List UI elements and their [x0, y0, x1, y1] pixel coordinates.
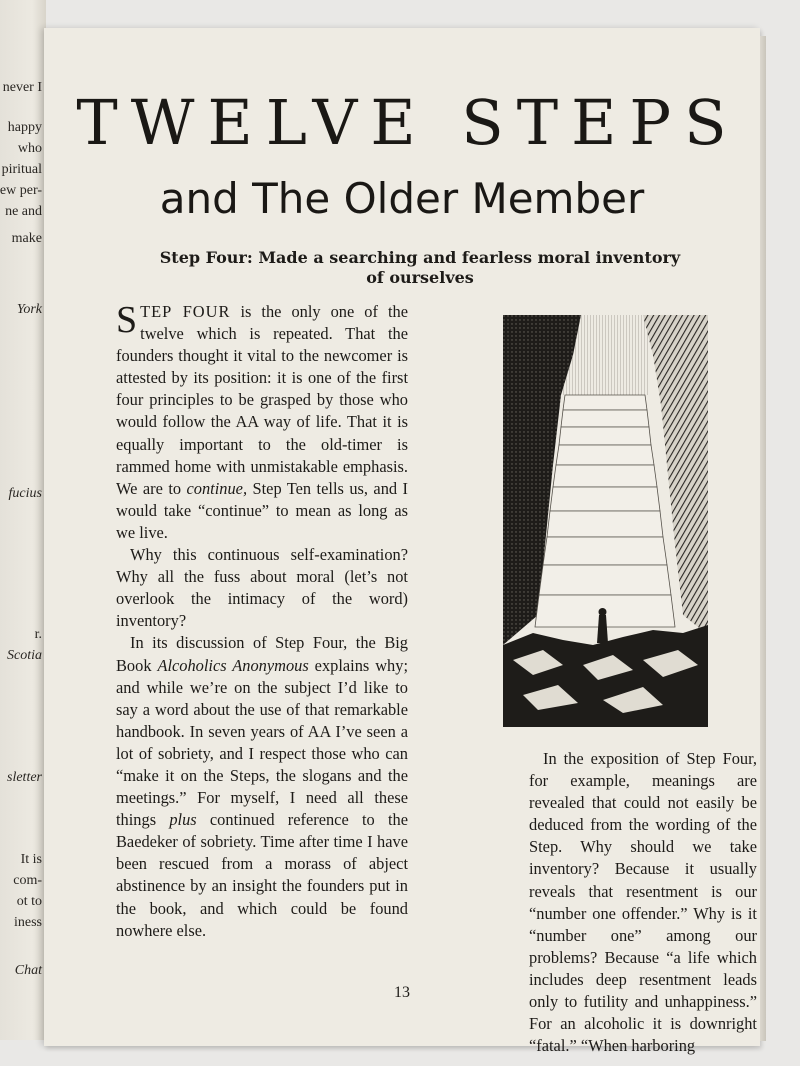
step-heading: [140, 248, 700, 288]
page-edge: [760, 36, 766, 1041]
page-number: 13: [394, 984, 410, 1001]
facing-page-text: r.: [34, 627, 42, 642]
facing-page-text: sletter: [7, 770, 42, 785]
drop-cap: S: [116, 299, 138, 341]
facing-page-text: never I: [2, 80, 42, 95]
facing-page-text: ew per-: [0, 183, 42, 198]
article-subtitle: and The Older Member: [159, 174, 645, 223]
text-column-right: [529, 748, 757, 1057]
facing-page-text: It is: [20, 852, 42, 867]
facing-page: [0, 0, 46, 1040]
staircase-illustration: [503, 315, 708, 727]
facing-page-text: Scotia: [7, 648, 42, 663]
article-title: TWELVE STEPS: [76, 86, 740, 159]
paragraph-1: STEP FOUR is the only one of the twelve which is repeated. That the founders thought it vital to the newcomer is attested by its position: it is one of the first four principles to be grasped by those who would follow the AA way of life. That it is equally important to the old-timer is rammed home with unmistakable emphasis. We are to continue, Step Ten tells us, and I would take “continue” to mean as long as we live.: [116, 299, 408, 542]
facing-page-text: York: [16, 302, 42, 317]
paragraph-2: Why this continuous self-examination? Why all the fuss about moral (let’s not overlook the intimacy of the word) inventory?: [116, 545, 408, 631]
paragraph-3: In its discussion of Step Four, the Big Book Alcoholics Anonymous explains why; and while we’re on the subject I’d like to say a word about the use of that remarkable handbook. In seven years of AA I’ve seen a lot of sobriety, and I respect those who can “make it on the Steps, the slogans and the meetings.” For myself, I need all these things plus continued reference to the Baedeker of sobriety. Time after time I have been rescued from a morass of abject abstinence by an insight the founders put in the book, and which could be found nowhere else.: [116, 633, 408, 940]
facing-page-text: com-: [13, 873, 42, 888]
facing-page-text: piritual: [1, 162, 42, 177]
step-heading-line2: of ourselves: [366, 268, 474, 287]
text-column-left: [116, 301, 408, 942]
facing-page-text: iness: [14, 915, 42, 930]
step-heading-line1: Step Four: Made a searching and fearless moral inventory: [159, 248, 681, 267]
facing-page-text: make: [11, 231, 42, 246]
facing-page-text: fucius: [8, 486, 42, 501]
facing-page-text: ne and: [5, 204, 42, 219]
facing-page-text: Chat: [14, 963, 42, 978]
paragraph-4: In the exposition of Step Four, for example, meanings are revealed that could not easily be deduced from the wording of the Step. Why should we take inventory? Because it usually reveals that resentment is our “number one offender.” Why is it “number one” among our problems? Because “a life which includes deep resentment leads only to futility and unhappiness.” For an alcoholic it is downright “fatal.” “When harboring: [529, 749, 757, 1056]
magazine-page: [44, 28, 760, 1056]
facing-page-text: ot to: [16, 894, 42, 909]
facing-page-text: happy: [7, 120, 42, 135]
facing-page-text: who: [17, 141, 42, 156]
opening-smallcaps: TEP FOUR: [140, 302, 231, 321]
